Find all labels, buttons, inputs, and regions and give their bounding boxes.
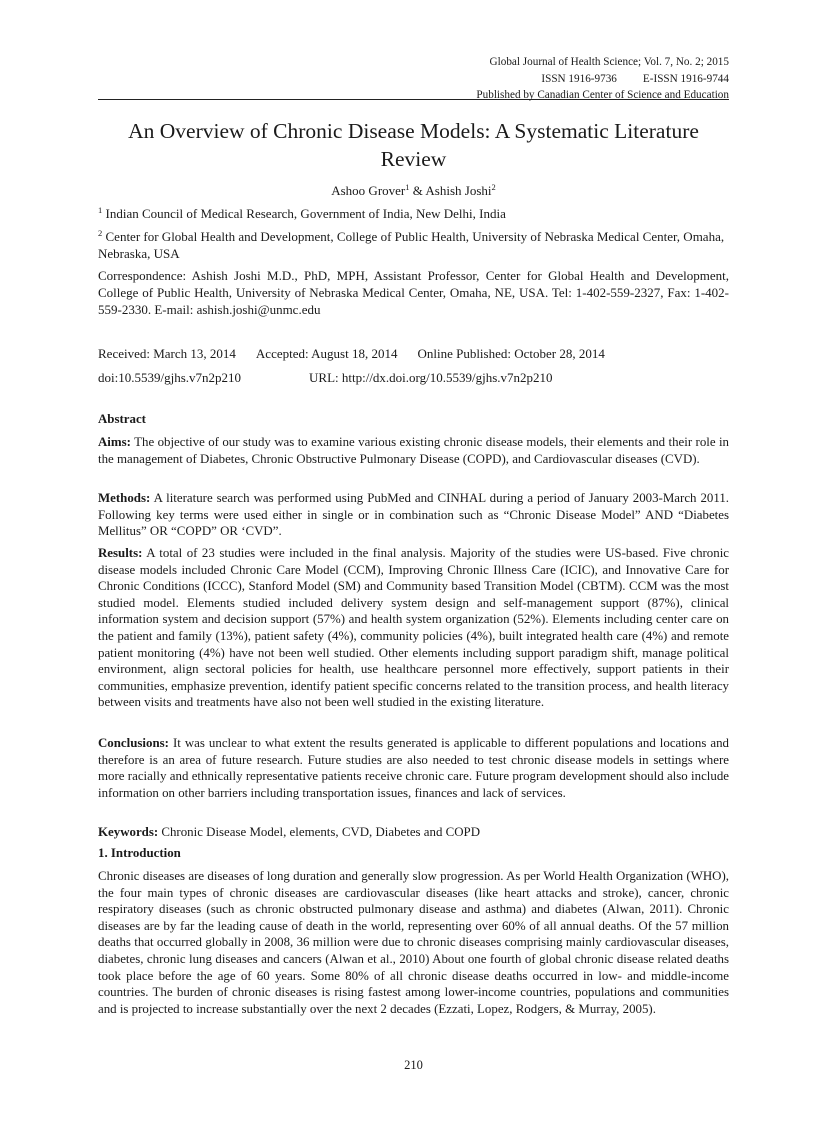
received-date: Received: March 13, 2014 <box>98 346 236 361</box>
affiliation-number: 2 <box>98 228 103 238</box>
author-separator: & <box>409 183 426 198</box>
affiliation-number: 1 <box>98 205 103 215</box>
abstract-results <box>98 545 729 711</box>
journal-header <box>476 54 729 104</box>
issn: ISSN 1916-9736 <box>541 72 617 85</box>
publisher: Published by Canadian Center of Science and Education <box>476 89 729 101</box>
doi: doi:10.5539/gjhs.v7n2p210 <box>98 370 242 385</box>
keywords-text: Chronic Disease Model, elements, CVD, Diabetes and COPD <box>161 825 481 839</box>
conclusions-text: It was unclear to what extent the results generated is applicable to different populations and locations and therefore is an area of future research. Future studies are also needed to test chronic disease models in settings where more racially and ethnically representative patients receive chronic care. Future program development should also include information on other barriers including transportation issues, finances and lack of services. <box>98 736 729 800</box>
doi-url: URL: http://dx.doi.org/10.5539/gjhs.v7n2p210 <box>309 370 553 385</box>
affiliation-text: Center for Global Health and Development, College of Public Health, University of Nebraska Medical Center, Omaha, Nebraska, USA <box>98 229 725 261</box>
issn-line <box>476 71 729 88</box>
author-affiliation-mark: 2 <box>491 182 496 192</box>
paper-title: An Overview of Chronic Disease Models: A Systematic Literature Review <box>128 119 699 171</box>
aims-label: Aims: <box>98 435 131 449</box>
conclusions-label: Conclusions: <box>98 736 169 750</box>
aims-text: The objective of our study was to examine various existing chronic disease models, their elements and their role in the management of Diabetes, Chronic Obstructive Pulmonary Disease (COPD), and Cardiovascular diseases (CVD). <box>98 435 729 466</box>
abstract-heading: Abstract <box>98 412 146 426</box>
abstract-conclusions <box>98 735 729 801</box>
header-divider <box>98 99 729 100</box>
author-name: Ashoo Grover <box>331 183 406 198</box>
methods-label: Methods: <box>98 491 151 505</box>
affiliation <box>98 229 729 263</box>
author-affiliation-mark: 1 <box>405 182 410 192</box>
correspondence: Correspondence: Ashish Joshi M.D., PhD, MPH, Assistant Professor, Center for Global Health and Development, College of Public Health, University of Nebraska Medical Center, Omaha, NE, USA. Tel: 1-402-559-2327, Fax: 1-402-559-2330. E-mail: ashish.joshi@unmc.edu <box>98 268 729 317</box>
page-number: 210 <box>404 1058 423 1072</box>
introduction-paragraph: Chronic diseases are diseases of long duration and generally slow progression. As per World Health Organization (WHO), the four main types of chronic diseases are cardiovascular diseases (like heart attacks and stroke), cancer, chronic respiratory diseases (such as chronic obstructed pulmonary disease and asthma) and diabetes (Alwan, 2011). Chronic diseases are by far the leading cause of death in the world, representing over 60% of all annual deaths. Of the 57 million deaths that occurred globally in 2008, 36 million were due to chronic diseases comprising mainly cardiovascular diseases, diabetes, chronic lung diseases and cancers (Alwan et al., 2010) About one fourth of global chronic disease related deaths took place before the age of 60 years. Some 80% of all chronic disease deaths occurred in low- and middle-income countries. The burden of chronic diseases is rising fastest among lower-income countries, populations and communities and is projected to increase substantially over the next 2 decades (Ezzati, Lopez, Rodgers, & Murray, 2005). <box>98 869 729 1016</box>
abstract-aims <box>98 434 729 467</box>
keywords-label: Keywords: <box>98 825 159 839</box>
affiliation <box>98 206 729 223</box>
methods-text: A literature search was performed using PubMed and CINHAL during a period of January 2003-March 2011. Following key terms were used either in single or in combination such as “Chronic Disease Model” AND “Diabetes Mellitus” OR “COPD” OR ‘CVD”. <box>98 491 729 539</box>
author-name: Ashish Joshi <box>425 183 492 198</box>
results-label: Results: <box>98 546 143 560</box>
published-date: Online Published: October 28, 2014 <box>417 346 605 361</box>
author-line <box>98 183 729 199</box>
keywords <box>98 824 729 841</box>
journal-citation: Global Journal of Health Science; Vol. 7, No. 2; 2015 <box>489 56 729 68</box>
accepted-date: Accepted: August 18, 2014 <box>255 346 398 361</box>
results-text: A total of 23 studies were included in the final analysis. Majority of the studies were US-based. Five chronic disease models included Chronic Care Model (CCM), Improving Chronic Illness Care (ICIC), and Innovative Care for Chronic Conditions (ICCC), Stanford Model (SM) and Community based Transition Model (CBTM). CCM was the most studied model. Elements studied included delivery system design and self-management support (87%), clinical information system and decision support (57%) and health system organization (52%). Elements including center care on the patient and family (13%), patient safety (4%), community policies (4%), built integrated health care (4%) and remote patient monitoring (4%) have not been well studied. Other elements including support paradigm shift, manage political environment, align sectoral policies for health, use healthcare personnel more effectively, support patients in their communities, emphasize prevention, identify patient specific concerns related to the transition process, and health literacy between visits and treatments have also not been well studied in the existing literature. <box>98 546 730 710</box>
abstract-methods <box>98 490 729 540</box>
eissn: E-ISSN 1916-9744 <box>642 72 729 85</box>
introduction-heading: 1. Introduction <box>98 846 181 860</box>
affiliation-text: Indian Council of Medical Research, Government of India, New Delhi, India <box>105 206 506 221</box>
publication-dates <box>98 346 605 362</box>
doi-line <box>98 370 553 386</box>
